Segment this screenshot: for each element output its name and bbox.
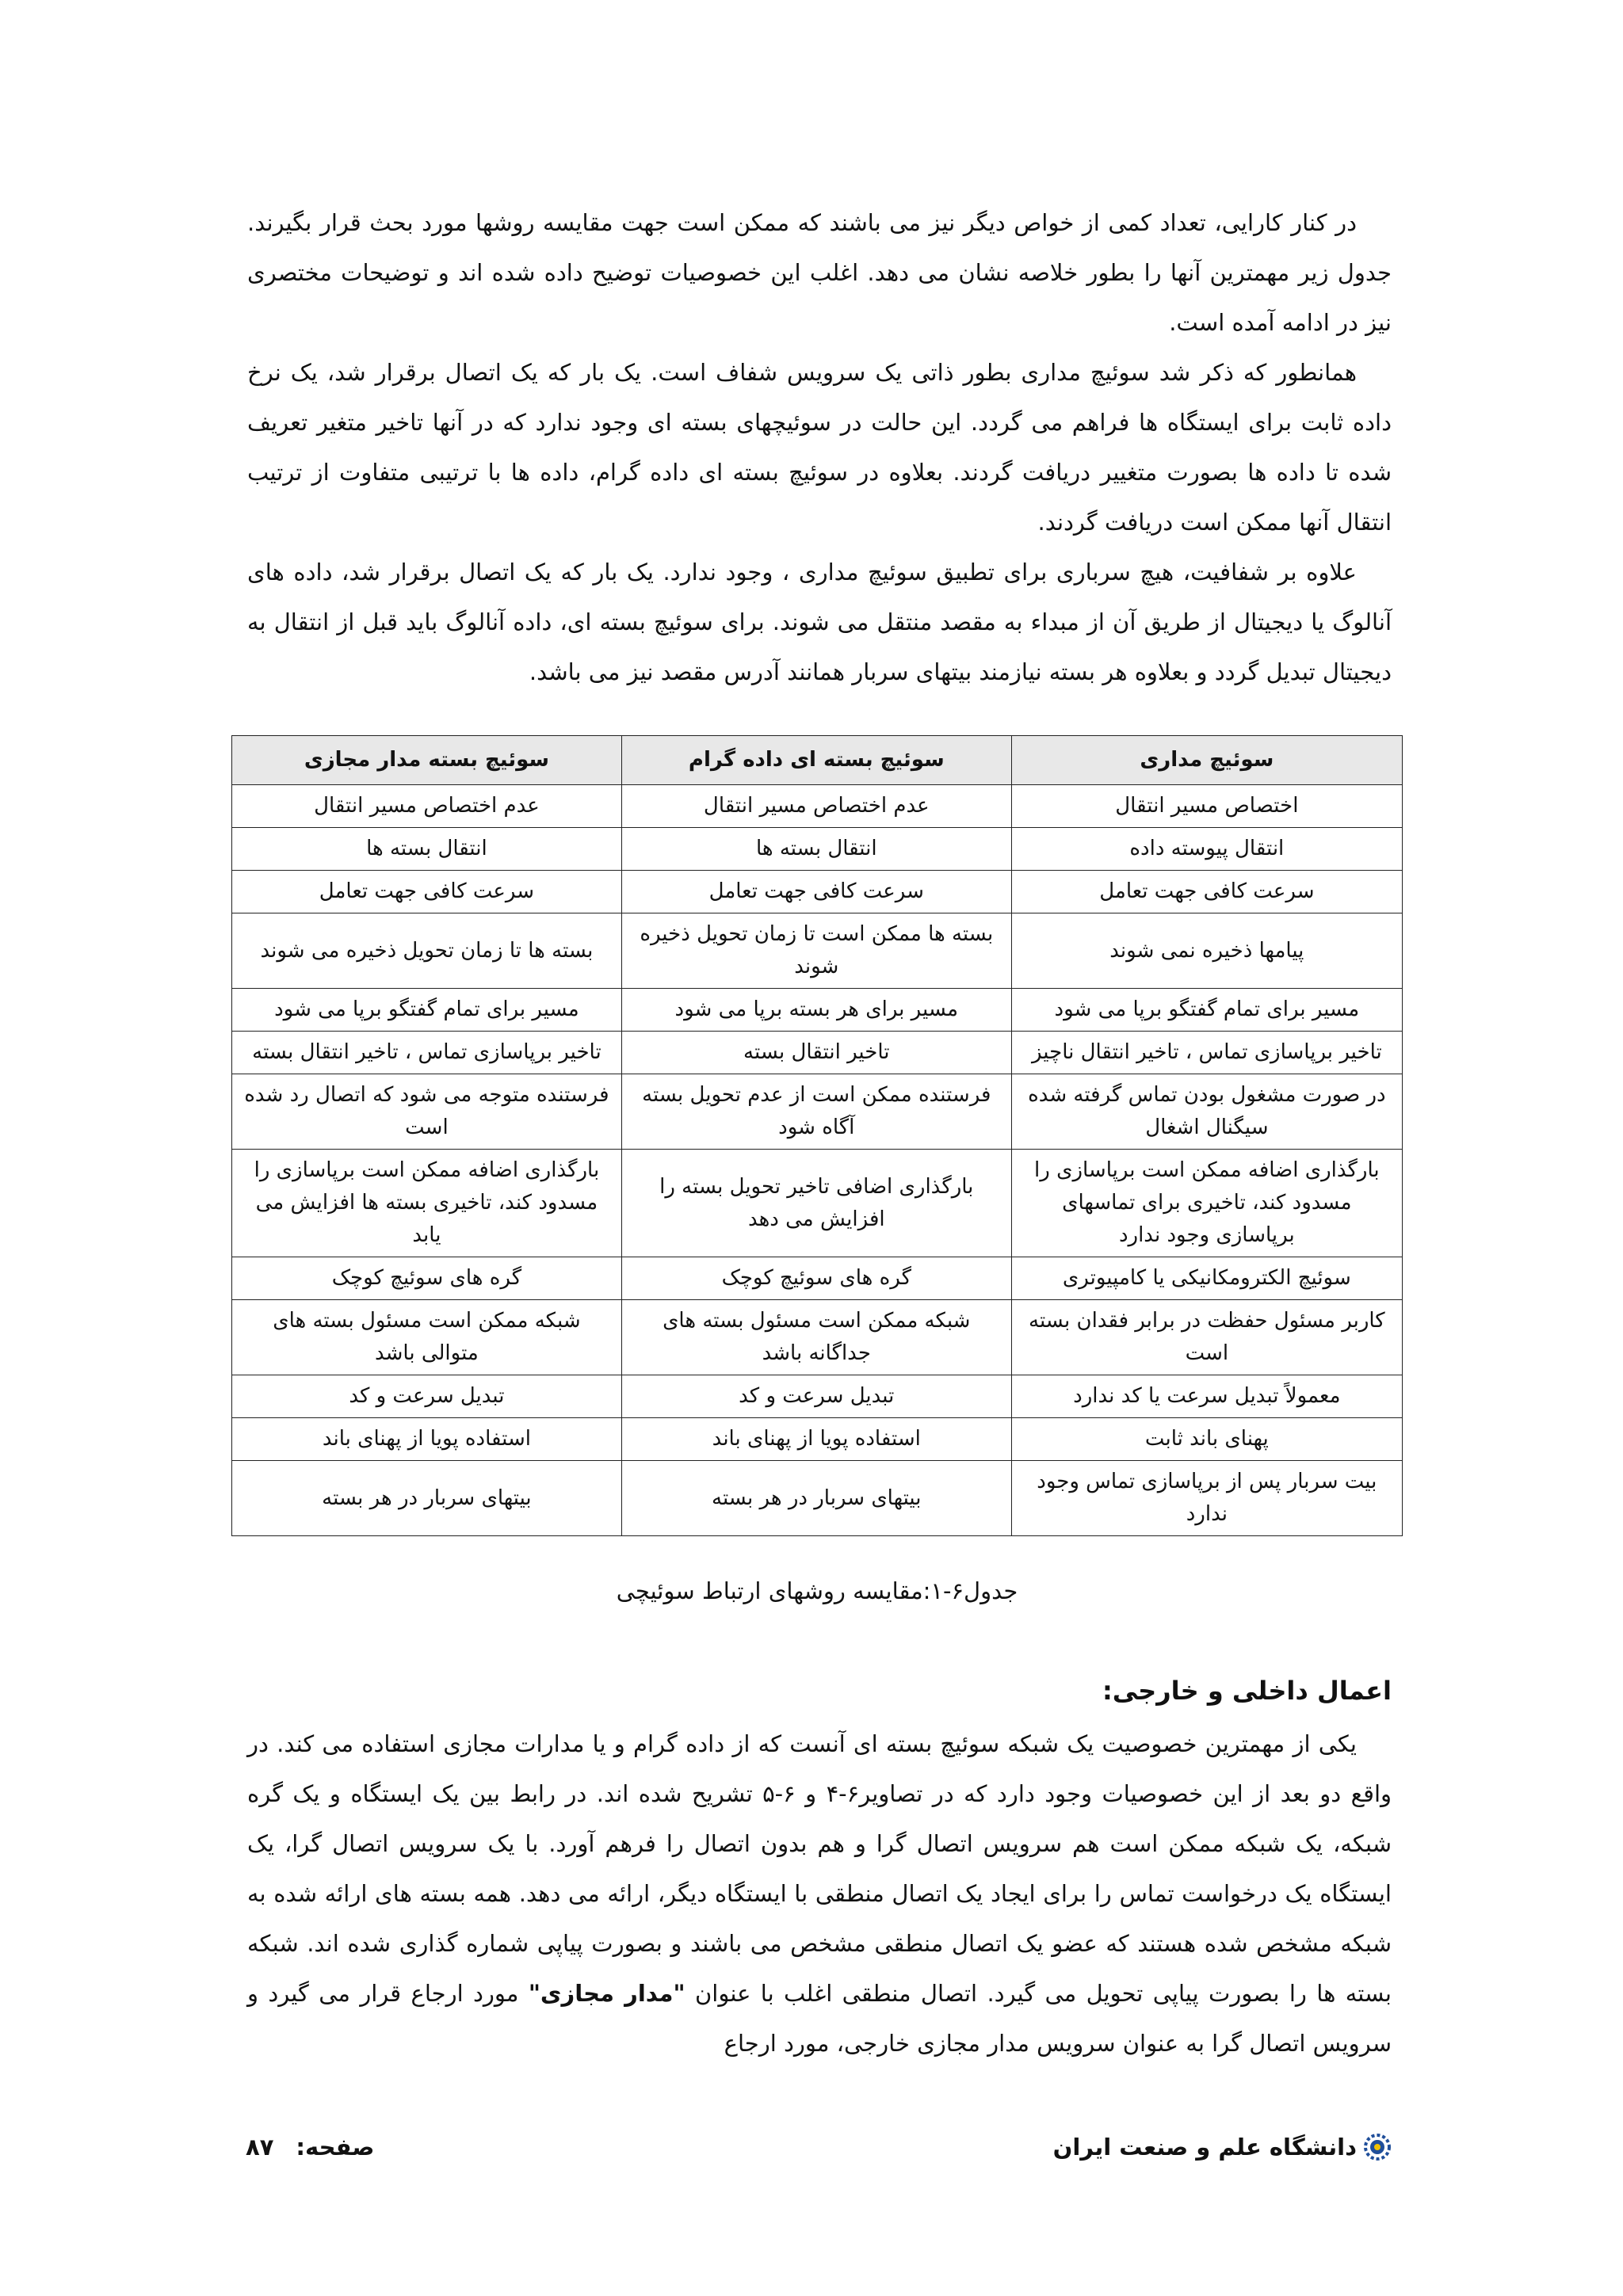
- table-cell: مسیر برای تمام گفتگو برپا می شود: [232, 989, 622, 1032]
- comparison-table: [231, 735, 1403, 1536]
- table-cell: سوئیچ الکترومکانیکی یا کامپیوتری: [1011, 1257, 1402, 1300]
- table-cell: انتقال پیوسته داده: [1011, 828, 1402, 871]
- table-row: [232, 1300, 1403, 1375]
- table-cell: فرستنده متوجه می شود که اتصال رد شده است: [232, 1074, 622, 1150]
- footer-institution: [1053, 2131, 1392, 2163]
- table-row: [232, 913, 1403, 989]
- section-body-bold-term: "مدار مجازی": [528, 1980, 685, 2007]
- table-cell: تبدیل سرعت و کد: [232, 1375, 622, 1418]
- table-row: [232, 871, 1403, 913]
- table-cell: بسته ها تا زمان تحویل ذخیره می شوند: [232, 913, 622, 989]
- table-cell: بیتهای سربار در هر بسته: [621, 1461, 1011, 1536]
- table-row: [232, 989, 1403, 1032]
- table-cell: شبکه ممکن است مسئول بسته های متوالی باشد: [232, 1300, 622, 1375]
- table-cell: تاخیر انتقال بسته: [621, 1032, 1011, 1074]
- section-body-end: مورد ارجاع قرار می گیرد و سرویس اتصال گرا به عنوان سرویس مدار مجازی خارجی، مورد ارجاع: [247, 1980, 1392, 2057]
- table-cell: مسیر برای هر بسته برپا می شود: [621, 989, 1011, 1032]
- header-datagram-switch: سوئیچ بسته ای داده گرام: [621, 736, 1011, 785]
- institution-name: دانشگاه علم و صنعت ایران: [1052, 2134, 1357, 2161]
- table-cell: در صورت مشغول بودن تماس گرفته شده سیگنال اشغال: [1011, 1074, 1402, 1150]
- table-cell: مسیر برای تمام گفتگو برپا می شود: [1011, 989, 1402, 1032]
- intro-paragraph-3: علاوه بر شفافیت، هیچ سرباری برای تطبیق سوئیچ مداری ، وجود ندارد. یک بار که یک اتصال برقرار شد، داده های آنالوگ یا دیجیتال از طریق آن از مبداء به مقصد منتقل می شوند. برای سوئیچ بسته ای، داده آنالوگ باید قبل از انتقال به دیجیتال تبدیل گردد و بعلاوه هر بسته نیازمند بیتهای سربار همانند آدرس مقصد نیز می باشد.: [247, 559, 1392, 685]
- intro-paragraph-1: در کنار کارایی، تعداد کمی از خواص دیگر نیز می باشند که ممکن است جهت مقایسه روشها مورد بحث قرار بگیرند. جدول زیر مهمترین آنها را بطور خلاصه نشان می دهد. اغلب این خصوصیات توضیح داده شده اند و توضیحات مختصری نیز در ادامه آمده است.: [247, 209, 1392, 336]
- table-cell: بارگذاری اضافه ممکن است برپاسازی را مسدود کند، تاخیری برای تماسهای برپاسازی وجود ندارد: [1011, 1150, 1402, 1257]
- header-circuit-switch: سوئیچ مداری: [1011, 736, 1402, 785]
- table-row: [232, 1257, 1403, 1300]
- table-cell: سرعت کافی جهت تعامل: [621, 871, 1011, 913]
- table-cell: شبکه ممکن است مسئول بسته های جداگانه باشد: [621, 1300, 1011, 1375]
- section-body: [247, 1719, 1392, 2069]
- table-row: [232, 828, 1403, 871]
- page-label: صفحه:: [296, 2134, 375, 2161]
- table-row: [232, 1375, 1403, 1418]
- table-cell: عدم اختصاص مسیر انتقال: [232, 785, 622, 828]
- table-cell: پهنای باند ثابت: [1011, 1418, 1402, 1461]
- university-logo-icon: [1363, 2133, 1392, 2161]
- intro-paragraph-2: همانطور که ذکر شد سوئیچ مداری بطور ذاتی یک سرویس شفاف است. یک بار که یک اتصال برقرار شد، یک نرخ داده ثابت برای ایستگاه ها فراهم می گردد. این حالت در سوئیچهای بسته ای وجود ندارد که در آنها تاخیر متغیر تعریف شده تا داده ها بصورت متغییر دریافت گردند. بعلاوه در سوئیچ بسته ای داده گرام، داده ها با ترتیبی متفاوت از ترتیب انتقال آنها ممکن است دریافت گردند.: [247, 359, 1392, 536]
- table-cell: تاخیر برپاسازی تماس ، تاخیر انتقال بسته: [232, 1032, 622, 1074]
- table-cell: فرستنده ممکن است از عدم تحویل بسته آگاه شود: [621, 1074, 1011, 1150]
- intro-text: [247, 198, 1392, 697]
- table-cell: تاخیر برپاسازی تماس ، تاخیر انتقال ناچیز: [1011, 1032, 1402, 1074]
- page-number: ۸۷: [246, 2134, 274, 2161]
- table-row: [232, 1461, 1403, 1536]
- table-cell: عدم اختصاص مسیر انتقال: [621, 785, 1011, 828]
- table-body: [232, 785, 1403, 1536]
- table-row: [232, 1032, 1403, 1074]
- table-row: [232, 1150, 1403, 1257]
- table-row: [232, 785, 1403, 828]
- table-row: [232, 1418, 1403, 1461]
- table-cell: کاربر مسئول حفظت در برابر فقدان بسته است: [1011, 1300, 1402, 1375]
- table-cell: گره های سوئیچ کوچک: [621, 1257, 1011, 1300]
- section-heading: اعمال داخلی و خارجی:: [1102, 1676, 1392, 1706]
- table-cell: استفاده پویا از پهنای باند: [621, 1418, 1011, 1461]
- table-row: [232, 1074, 1403, 1150]
- table-cell: تبدیل سرعت و کد: [621, 1375, 1011, 1418]
- table-cell: انتقال بسته ها: [621, 828, 1011, 871]
- table-cell: بارگذاری اضافه ممکن است برپاسازی را مسدود کند، تاخیری بسته ها افزایش می یابد: [232, 1150, 622, 1257]
- footer-page-number: [246, 2131, 374, 2163]
- table-cell: معمولاً تبدیل سرعت یا کد ندارد: [1011, 1375, 1402, 1418]
- table-cell: انتقال بسته ها: [232, 828, 622, 871]
- table-cell: گره های سوئیچ کوچک: [232, 1257, 622, 1300]
- table-caption: جدول۶-۱:مقایسه روشهای ارتباط سوئیچی: [616, 1577, 1018, 1604]
- table-cell: استفاده پویا از پهنای باند: [232, 1418, 622, 1461]
- table-cell: سرعت کافی جهت تعامل: [232, 871, 622, 913]
- table-cell: سرعت کافی جهت تعامل: [1011, 871, 1402, 913]
- table-cell: بارگذاری اضافی تاخیر تحویل بسته را افزایش می دهد: [621, 1150, 1011, 1257]
- table-header-row: [232, 736, 1403, 785]
- table-cell: پیامها ذخیره نمی شوند: [1011, 913, 1402, 989]
- section-paragraph: [247, 1719, 1392, 2069]
- table-cell: بیت سربار پس از برپاسازی تماس وجود ندارد: [1011, 1461, 1402, 1536]
- table-cell: اختصاص مسیر انتقال: [1011, 785, 1402, 828]
- section-body-main: یکی از مهمترین خصوصیت یک شبکه سوئیچ بسته ای آنست که از داده گرام و یا مدارات مجازی استفاده می کند. در واقع دو بعد از این خصوصیات وجود دارد که در تصاویر۶-۴ و ۶-۵ تشریح شده اند. در رابط بین یک ایستگاه و یک گره شبکه، یک شبکه ممکن است هم سرویس اتصال گرا و هم بدون اتصال را فرهم آورد. با یک سرویس اتصال گرا، یک ایستگاه یک درخواست تماس را برای ایجاد یک اتصال منطقی با ایستگاه دیگر، ارائه می دهد. همه بسته های ارائه شده به شبکه مشخص شده هستند که عضو یک اتصال منطقی مشخص می باشند و بصورت پیاپی شماره گذاری شده اند. شبکه بسته ها را بصورت پیاپی تحویل می گیرد. اتصال منطقی اغلب با عنوان: [247, 1730, 1392, 2007]
- table-cell: بسته ها ممکن است تا زمان تحویل ذخیره شوند: [621, 913, 1011, 989]
- table-cell: بیتهای سربار در هر بسته: [232, 1461, 622, 1536]
- header-virtual-circuit-switch: سوئیچ بسته مدار مجازی: [232, 736, 622, 785]
